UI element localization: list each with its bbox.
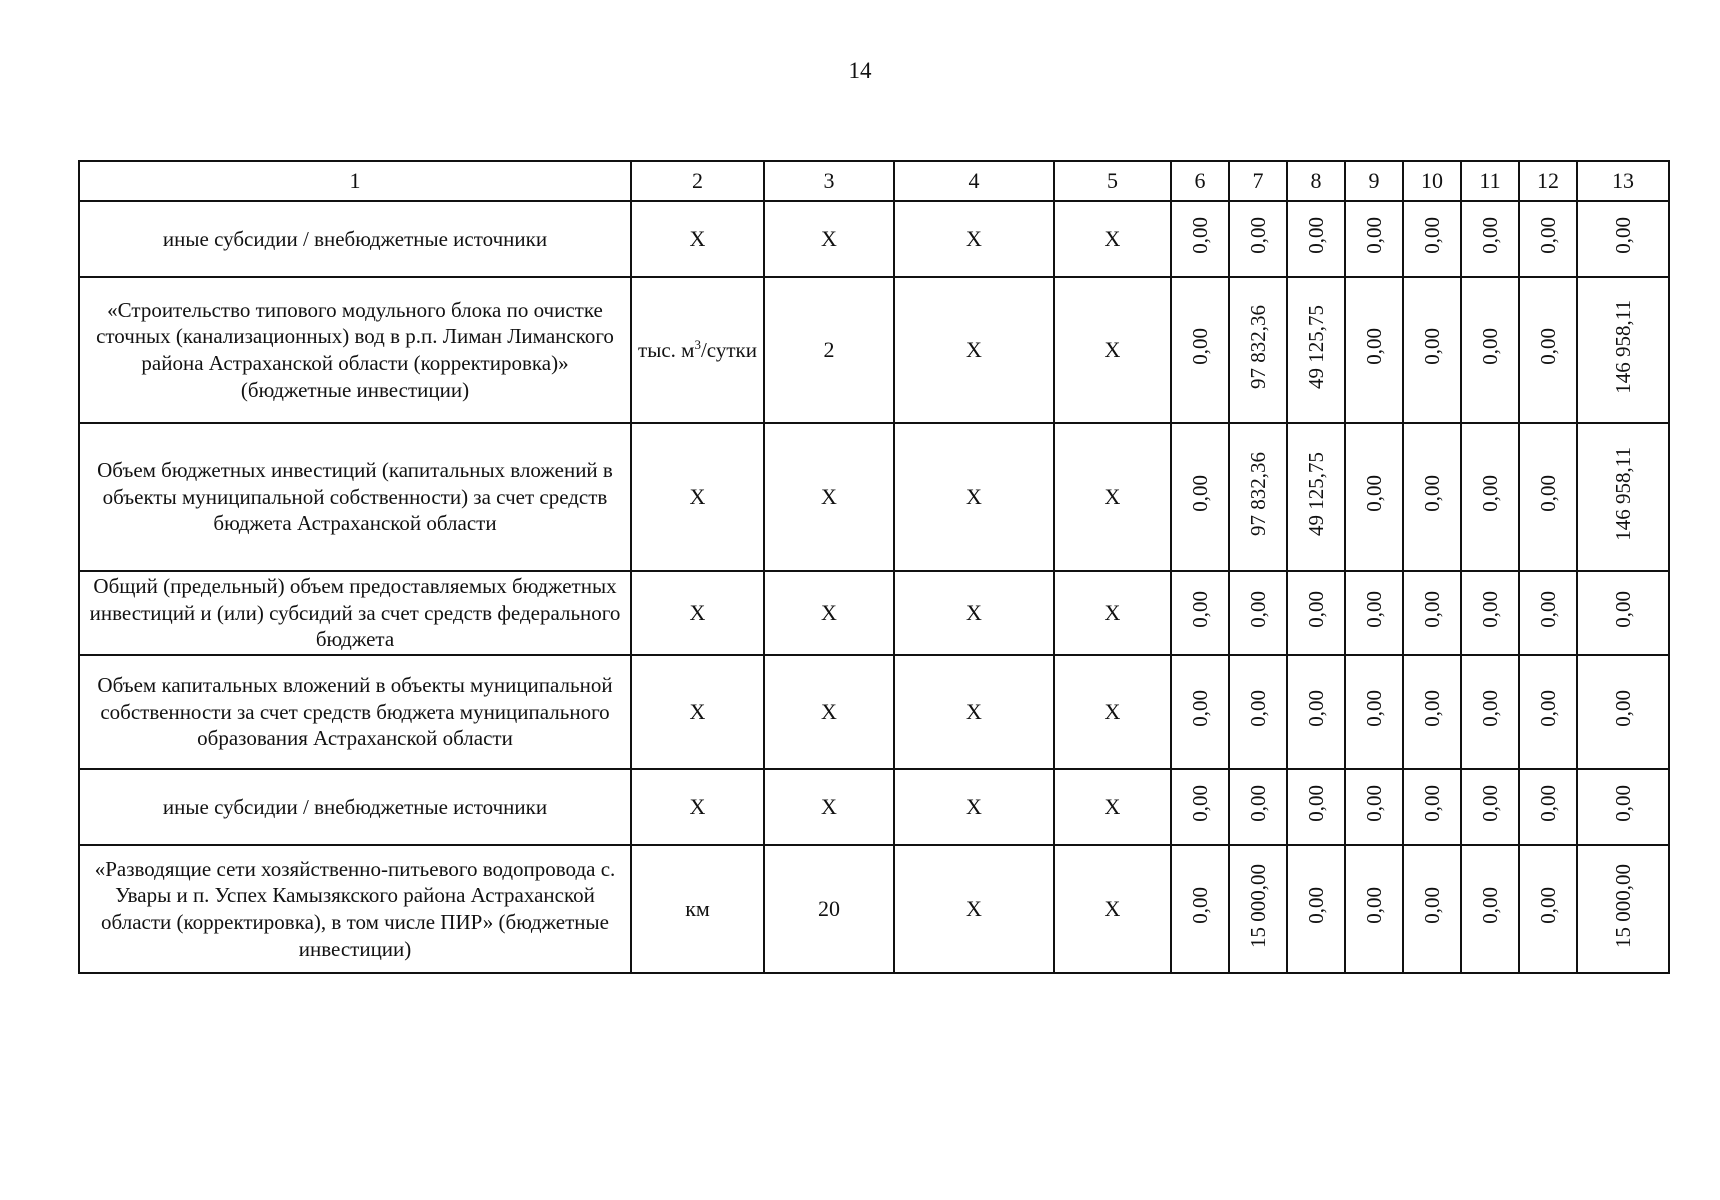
value-text: 0,00 [1610,690,1635,728]
unit-prefix: тыс. м [638,337,695,362]
value-text: 97 832,36 [1245,304,1270,389]
unit-cell: X [631,571,764,655]
value-text: 15 000,00 [1245,863,1270,948]
value-text: 0,00 [1535,328,1560,366]
capacity-cell: 20 [764,845,894,973]
value-text: 0,00 [1187,690,1212,728]
value-cell [1171,655,1229,769]
unit-suffix: /сутки [700,337,757,362]
value-text: 0,00 [1361,690,1386,728]
value-text: 0,00 [1477,591,1502,629]
column-5-cell: X [1054,423,1171,571]
value-cell [1519,845,1577,973]
value-cell [1461,769,1519,845]
value-text: 0,00 [1610,785,1635,823]
value-cell [1171,769,1229,845]
value-cell [1577,845,1669,973]
value-text: 0,00 [1187,887,1212,925]
column-number: 10 [1403,161,1461,201]
value-cell [1345,423,1403,571]
table-row [79,277,1669,423]
value-text: 0,00 [1610,217,1635,255]
column-number: 1 [79,161,631,201]
row-name: иные субсидии / внебюджетные источники [79,201,631,277]
value-text: 0,00 [1419,785,1444,823]
column-4-cell: X [894,201,1054,277]
value-cell [1403,769,1461,845]
column-number: 7 [1229,161,1287,201]
row-name: «Разводящие сети хозяйственно-питьевого водопровода с. Увары и п. Успех Камызякского района Астраханской области (корректировка), в том числе ПИР» (бюджетные инвестиции) [79,845,631,973]
value-cell [1287,423,1345,571]
value-cell [1577,655,1669,769]
value-cell [1577,423,1669,571]
column-5-cell: X [1054,845,1171,973]
value-text: 97 832,36 [1245,451,1270,536]
value-text: 0,00 [1245,690,1270,728]
value-text: 0,00 [1535,591,1560,629]
budget-table [78,160,1670,974]
value-text: 0,00 [1187,785,1212,823]
column-number-row [79,161,1669,201]
value-text: 0,00 [1303,785,1328,823]
column-number: 6 [1171,161,1229,201]
value-cell [1229,845,1287,973]
column-4-cell: X [894,277,1054,423]
value-cell [1577,769,1669,845]
value-cell [1171,571,1229,655]
column-number: 8 [1287,161,1345,201]
value-cell [1519,277,1577,423]
column-4-cell: X [894,571,1054,655]
value-cell [1577,201,1669,277]
value-cell [1519,423,1577,571]
column-number: 3 [764,161,894,201]
value-text: 0,00 [1245,785,1270,823]
column-number: 2 [631,161,764,201]
value-text: 0,00 [1419,475,1444,513]
value-text: 0,00 [1361,328,1386,366]
value-text: 146 958,11 [1610,299,1635,394]
table-row [79,655,1669,769]
value-text: 15 000,00 [1610,863,1635,948]
unit-cell: X [631,201,764,277]
value-text: 0,00 [1303,690,1328,728]
value-text: 0,00 [1361,475,1386,513]
column-4-cell: X [894,655,1054,769]
unit-cell: X [631,769,764,845]
value-cell [1229,201,1287,277]
column-number: 12 [1519,161,1577,201]
column-number: 4 [894,161,1054,201]
unit-cell [631,277,764,423]
value-text: 0,00 [1477,887,1502,925]
column-number: 9 [1345,161,1403,201]
value-text: 0,00 [1419,328,1444,366]
value-cell [1229,423,1287,571]
column-5-cell: X [1054,769,1171,845]
value-text: 0,00 [1610,591,1635,629]
table-row [79,423,1669,571]
unit-cell: км [631,845,764,973]
table-row [79,845,1669,973]
column-number: 13 [1577,161,1669,201]
value-cell [1461,423,1519,571]
value-text: 0,00 [1419,887,1444,925]
value-text: 0,00 [1535,887,1560,925]
value-cell [1345,571,1403,655]
table-row [79,769,1669,845]
value-text: 0,00 [1361,887,1386,925]
value-cell [1461,201,1519,277]
value-cell [1461,845,1519,973]
value-text: 49 125,75 [1303,304,1328,389]
column-4-cell: X [894,769,1054,845]
value-cell [1287,201,1345,277]
value-cell [1171,201,1229,277]
capacity-cell: X [764,423,894,571]
value-cell [1461,277,1519,423]
value-cell [1229,277,1287,423]
value-text: 0,00 [1477,690,1502,728]
value-cell [1345,655,1403,769]
capacity-cell: X [764,571,894,655]
column-4-cell: X [894,845,1054,973]
value-text: 0,00 [1303,591,1328,629]
column-5-cell: X [1054,201,1171,277]
unit-cell: X [631,655,764,769]
capacity-cell: X [764,201,894,277]
value-text: 0,00 [1419,591,1444,629]
row-name: «Строительство типового модульного блока по очистке сточных (канализационных) вод в р.п. Лиман Лиманского района Астраханской области (корректировка)» (бюджетные инвестиции) [79,277,631,423]
value-cell [1403,201,1461,277]
value-cell [1171,423,1229,571]
value-cell [1403,655,1461,769]
value-cell [1345,277,1403,423]
column-4-cell: X [894,423,1054,571]
column-5-cell: X [1054,277,1171,423]
table-row [79,201,1669,277]
row-name: Объем капитальных вложений в объекты муниципальной собственности за счет средств бюджета муниципального образования Астраханской области [79,655,631,769]
row-name: Общий (предельный) объем предоставляемых бюджетных инвестиций и (или) субсидий за счет средств федерального бюджета [79,571,631,655]
value-text: 0,00 [1535,475,1560,513]
value-text: 0,00 [1535,217,1560,255]
value-text: 0,00 [1477,217,1502,255]
value-text: 0,00 [1303,887,1328,925]
value-cell [1287,277,1345,423]
value-cell [1403,845,1461,973]
value-cell [1577,571,1669,655]
value-text: 0,00 [1303,217,1328,255]
column-5-cell: X [1054,571,1171,655]
value-text: 0,00 [1187,591,1212,629]
column-5-cell: X [1054,655,1171,769]
unit-cell: X [631,423,764,571]
value-cell [1229,769,1287,845]
value-text: 0,00 [1361,591,1386,629]
page-number: 14 [848,58,872,83]
value-text: 0,00 [1245,591,1270,629]
value-cell [1171,845,1229,973]
value-cell [1403,277,1461,423]
unit-superscript: 3 [694,336,701,352]
column-number: 11 [1461,161,1519,201]
capacity-cell: X [764,769,894,845]
value-cell [1345,845,1403,973]
value-cell [1461,571,1519,655]
value-cell [1229,571,1287,655]
table-row [79,571,1669,655]
value-cell [1345,201,1403,277]
value-cell [1403,423,1461,571]
value-cell [1519,201,1577,277]
value-text: 0,00 [1245,217,1270,255]
value-text: 0,00 [1187,475,1212,513]
value-text: 0,00 [1187,217,1212,255]
row-name: иные субсидии / внебюджетные источники [79,769,631,845]
value-text: 0,00 [1419,690,1444,728]
value-text: 0,00 [1361,785,1386,823]
value-text: 0,00 [1477,785,1502,823]
value-cell [1345,769,1403,845]
value-cell [1287,655,1345,769]
value-cell [1519,769,1577,845]
value-text: 0,00 [1535,690,1560,728]
value-text: 0,00 [1419,217,1444,255]
value-text: 0,00 [1187,328,1212,366]
value-cell [1287,845,1345,973]
value-cell [1403,571,1461,655]
value-cell [1287,769,1345,845]
value-cell [1519,571,1577,655]
row-name: Объем бюджетных инвестиций (капитальных вложений в объекты муниципальной собственности) за счет средств бюджета Астраханской области [79,423,631,571]
value-cell [1461,655,1519,769]
value-cell [1287,571,1345,655]
value-text: 0,00 [1477,475,1502,513]
value-text: 0,00 [1477,328,1502,366]
capacity-cell: X [764,655,894,769]
value-cell [1577,277,1669,423]
value-text: 0,00 [1361,217,1386,255]
value-cell [1171,277,1229,423]
value-text: 146 958,11 [1610,446,1635,541]
capacity-cell: 2 [764,277,894,423]
value-text: 49 125,75 [1303,451,1328,536]
column-number: 5 [1054,161,1171,201]
value-cell [1229,655,1287,769]
value-cell [1519,655,1577,769]
value-text: 0,00 [1535,785,1560,823]
